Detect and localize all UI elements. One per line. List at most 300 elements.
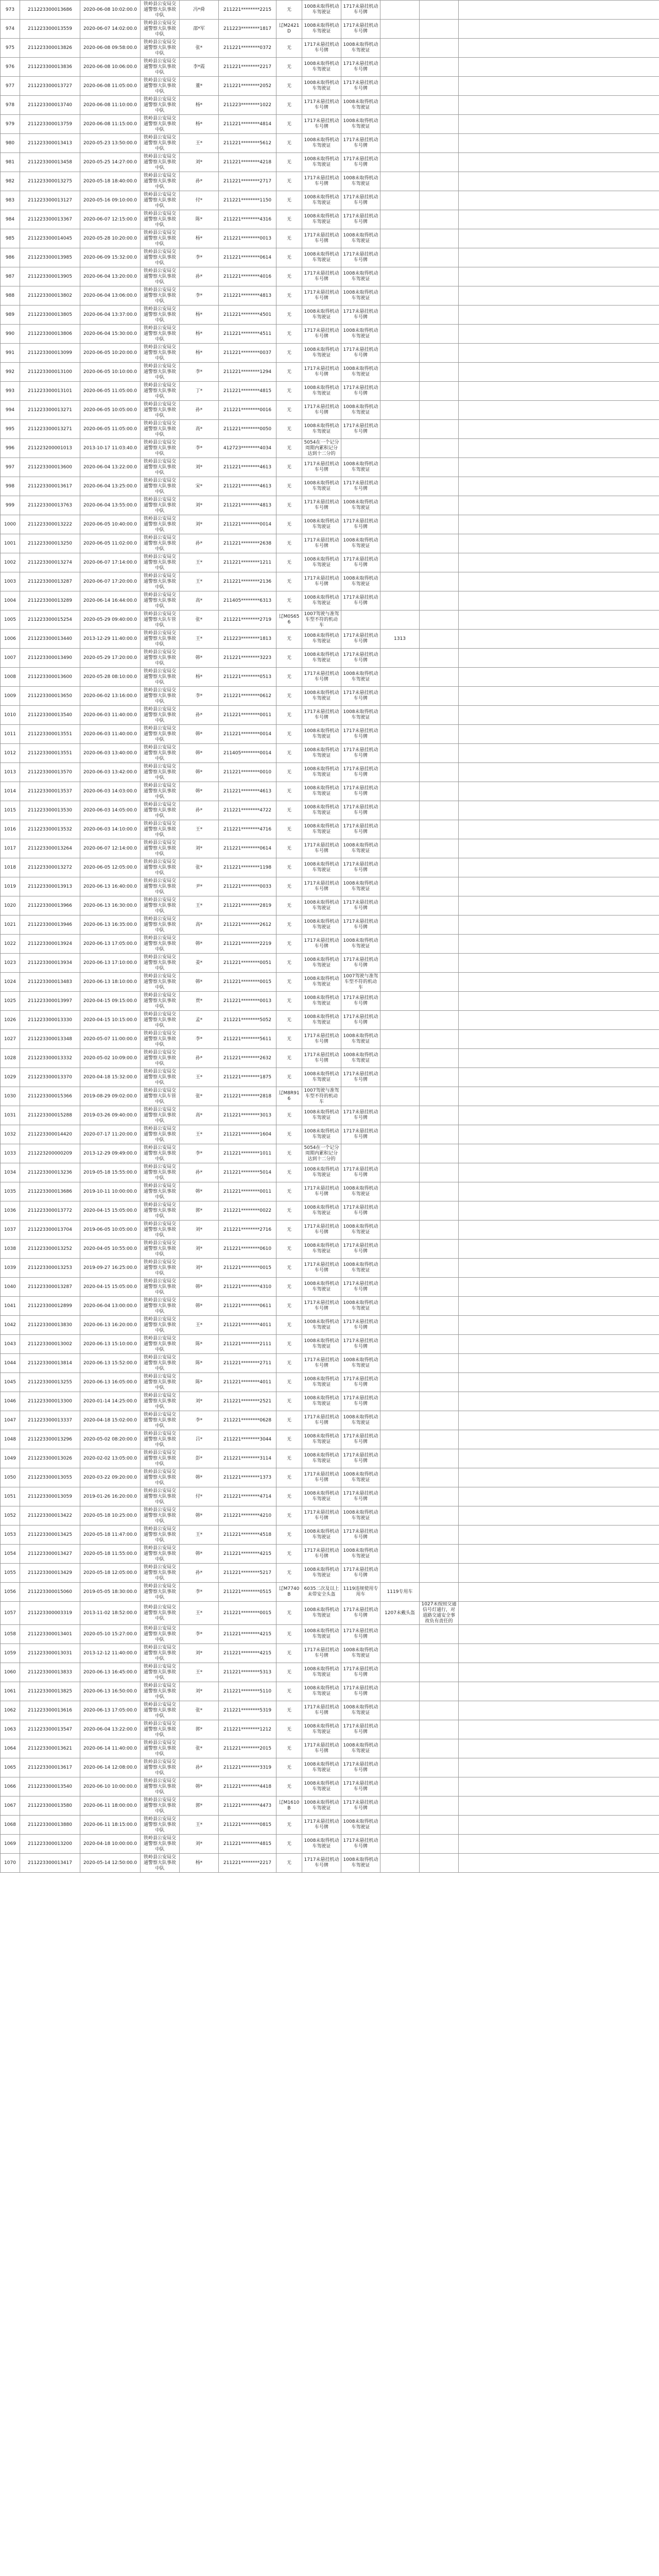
name-cell: 陈*: [180, 1335, 219, 1354]
violation-3-cell: [380, 591, 420, 611]
violation-4-cell: [420, 58, 459, 77]
agency-cell: 铁岭县公安局交通警察大队事故中队: [141, 153, 180, 172]
violation-4-cell: [420, 744, 459, 763]
blank-cell: [459, 1854, 659, 1873]
table-row: [1, 458, 659, 477]
blank-cell: [459, 439, 659, 458]
plate-cell: 无: [276, 1602, 302, 1625]
blank-cell: [459, 20, 659, 39]
agency-cell: 铁岭县公安局交通警察大队事故中队: [141, 839, 180, 858]
violation-2-cell: 1717未悬挂机动车号牌: [341, 1682, 380, 1701]
name-cell: 贾*: [180, 992, 219, 1011]
agency-cell: 铁岭县公安局交通警察大队事故中队: [141, 477, 180, 496]
name-cell: 刘*: [180, 1835, 219, 1854]
name-cell: 丁*: [180, 382, 219, 401]
table-row: [1, 58, 659, 77]
violation-2-cell: [341, 611, 380, 630]
id-number-cell: 211221********2632: [219, 1049, 276, 1068]
blank-cell: [459, 916, 659, 935]
datetime-cell: 2020-06-13 17:05:00.0: [80, 935, 141, 954]
case-number-cell: 211223300013236: [20, 1163, 80, 1182]
datetime-cell: 2020-06-13 16:50:00.0: [80, 1682, 141, 1701]
id-number-cell: 211221********1875: [219, 1068, 276, 1087]
id-number-cell: 211405********6313: [219, 591, 276, 611]
id-number-cell: 211221********2716: [219, 1221, 276, 1240]
agency-cell: 铁岭县公安局交通警察大队事故中队: [141, 1068, 180, 1087]
table-row: [1, 591, 659, 611]
id-number-cell: 211221********4215: [219, 1644, 276, 1663]
name-cell: 董*: [180, 77, 219, 96]
plate-cell: 无: [276, 77, 302, 96]
violation-3-cell: [380, 992, 420, 1011]
table-row: [1, 1201, 659, 1221]
id-number-cell: 211221********4722: [219, 801, 276, 820]
row-number-cell: 1005: [1, 611, 20, 630]
plate-cell: 无: [276, 1564, 302, 1583]
id-number-cell: 211221********4210: [219, 1506, 276, 1526]
row-number-cell: 1043: [1, 1335, 20, 1354]
case-number-cell: 211223300013537: [20, 782, 80, 801]
violation-4-cell: [420, 1144, 459, 1163]
name-cell: 郭*: [180, 1797, 219, 1816]
table-row: [1, 401, 659, 420]
table-body: [1, 1, 659, 1873]
blank-cell: [459, 534, 659, 553]
violation-1-cell: 1717未悬挂机动车号牌: [302, 1739, 341, 1758]
agency-cell: 铁岭县公安局交通警察大队事故中队: [141, 1545, 180, 1564]
id-number-cell: 211221********4011: [219, 1316, 276, 1335]
violation-4-cell: [420, 1201, 459, 1221]
violation-2-cell: 1008未取得机动车驾驶证: [341, 1030, 380, 1049]
plate-cell: 无: [276, 1835, 302, 1854]
table-row: [1, 153, 659, 172]
id-number-cell: 211221********0015: [219, 1259, 276, 1278]
table-row: [1, 1144, 659, 1163]
row-number-cell: 1067: [1, 1797, 20, 1816]
violation-2-cell: 1717未悬挂机动车号牌: [341, 801, 380, 820]
blank-cell: [459, 630, 659, 649]
name-cell: 王*: [180, 553, 219, 572]
blank-cell: [459, 877, 659, 896]
id-number-cell: 211221********0050: [219, 420, 276, 439]
agency-cell: 铁岭县公安局交通警察大队事故中队: [141, 877, 180, 896]
id-number-cell: 211221********3044: [219, 1430, 276, 1449]
table-row: [1, 115, 659, 134]
violation-4-cell: [420, 1011, 459, 1030]
row-number-cell: 1015: [1, 801, 20, 820]
blank-cell: [459, 706, 659, 725]
case-number-cell: 211223300013540: [20, 706, 80, 725]
violation-3-cell: [380, 744, 420, 763]
name-cell: 刘*: [180, 1221, 219, 1240]
violation-1-cell: 1008未取得机动车驾驶证: [302, 782, 341, 801]
violation-4-cell: [420, 153, 459, 172]
table-row: [1, 325, 659, 344]
violation-1-cell: 1717未悬挂机动车号牌: [302, 1411, 341, 1430]
violation-1-cell: 6035二次及以上未带安全头盔: [302, 1583, 341, 1602]
violation-1-cell: 1008未取得机动车驾驶证: [302, 20, 341, 39]
blank-cell: [459, 1835, 659, 1854]
row-number-cell: 1037: [1, 1221, 20, 1240]
row-number-cell: 975: [1, 39, 20, 58]
violation-2-cell: 1008未取得机动车驾驶证: [341, 115, 380, 134]
name-cell: 王*: [180, 1663, 219, 1682]
violation-1-cell: 1008未取得机动车驾驶证: [302, 1720, 341, 1739]
violation-3-cell: [380, 1701, 420, 1720]
datetime-cell: 2020-06-04 13:22:00.0: [80, 1720, 141, 1739]
blank-cell: [459, 839, 659, 858]
name-cell: 张*: [180, 1701, 219, 1720]
agency-cell: 铁岭县公安局交通警察大队事故中队: [141, 1564, 180, 1583]
table-row: [1, 1739, 659, 1758]
agency-cell: 铁岭县公安局交通警察大队事故中队: [141, 1720, 180, 1739]
agency-cell: 铁岭县公安局交通警察大队事故中队: [141, 1354, 180, 1373]
plate-cell: 无: [276, 858, 302, 877]
table-row: [1, 668, 659, 687]
agency-cell: 铁岭县公安局交通警察大队事故中队: [141, 286, 180, 306]
table-row: [1, 1701, 659, 1720]
violation-1-cell: 1717未悬挂机动车号牌: [302, 1297, 341, 1316]
plate-cell: 无: [276, 572, 302, 591]
name-cell: 王*: [180, 820, 219, 839]
plate-cell: 无: [276, 534, 302, 553]
violation-1-cell: 1717未悬挂机动车号牌: [302, 1468, 341, 1487]
case-number-cell: 211223300013274: [20, 553, 80, 572]
table-row: [1, 1430, 659, 1449]
case-number-cell: 211223300013600: [20, 458, 80, 477]
table-row: [1, 687, 659, 706]
plate-cell: 无: [276, 1011, 302, 1030]
violation-1-cell: 1717未悬挂机动车号牌: [302, 668, 341, 687]
case-number-cell: 211223300013814: [20, 1354, 80, 1373]
agency-cell: 铁岭县公安局交通警察大队事故中队: [141, 782, 180, 801]
case-number-cell: 211223300013271: [20, 401, 80, 420]
name-cell: 李*: [180, 363, 219, 382]
violation-1-cell: 1717未悬挂机动车号牌: [302, 363, 341, 382]
datetime-cell: 2020-06-13 16:05:00.0: [80, 1373, 141, 1392]
name-cell: 韩*: [180, 744, 219, 763]
blank-cell: [459, 954, 659, 973]
violation-1-cell: 1008未取得机动车驾驶证: [302, 992, 341, 1011]
table-row: [1, 1777, 659, 1797]
name-cell: 孙*: [180, 172, 219, 191]
violation-4-cell: [420, 1739, 459, 1758]
case-number-cell: 211223300013600: [20, 668, 80, 687]
violation-2-cell: 1008未取得机动车驾驶证: [341, 534, 380, 553]
id-number-cell: 211221********4501: [219, 306, 276, 325]
plate-cell: 无: [276, 382, 302, 401]
violation-1-cell: 1717未悬挂机动车号牌: [302, 1545, 341, 1564]
plate-cell: 无: [276, 801, 302, 820]
violation-3-cell: [380, 706, 420, 725]
case-number-cell: 211223300003319: [20, 1602, 80, 1625]
datetime-cell: 2020-05-18 10:25:00.0: [80, 1506, 141, 1526]
violation-2-cell: 1008未取得机动车驾驶证: [341, 839, 380, 858]
table-row: [1, 877, 659, 896]
blank-cell: [459, 782, 659, 801]
datetime-cell: 2020-06-14 16:44:00.0: [80, 591, 141, 611]
table-row: [1, 1087, 659, 1106]
datetime-cell: 2020-05-29 09:40:00.0: [80, 611, 141, 630]
case-number-cell: 211223300013825: [20, 1682, 80, 1701]
case-number-cell: 211223300013547: [20, 1720, 80, 1739]
violation-4-cell: [420, 896, 459, 916]
table-row: [1, 1221, 659, 1240]
plate-cell: 辽M1610B: [276, 1797, 302, 1816]
row-number-cell: 1044: [1, 1354, 20, 1373]
row-number-cell: 999: [1, 496, 20, 515]
row-number-cell: 1031: [1, 1106, 20, 1125]
datetime-cell: 2020-05-28 08:10:00.0: [80, 668, 141, 687]
violation-4-cell: [420, 477, 459, 496]
datetime-cell: 2020-06-13 16:45:00.0: [80, 1663, 141, 1682]
violation-2-cell: 1717未悬挂机动车号牌: [341, 1106, 380, 1125]
violation-1-cell: 1008未取得机动车驾驶证: [302, 591, 341, 611]
blank-cell: [459, 191, 659, 210]
blank-cell: [459, 1506, 659, 1526]
name-cell: 王*: [180, 572, 219, 591]
id-number-cell: 211221********4418: [219, 1777, 276, 1797]
violation-2-cell: 1717未悬挂机动车号牌: [341, 1201, 380, 1221]
id-number-cell: 211223********1813: [219, 630, 276, 649]
violation-3-cell: [380, 954, 420, 973]
violation-3-cell: [380, 725, 420, 744]
table-row: [1, 706, 659, 725]
violation-2-cell: 1008未取得机动车驾驶证: [341, 1049, 380, 1068]
row-number-cell: 1002: [1, 553, 20, 572]
id-number-cell: 211221********2217: [219, 1854, 276, 1873]
blank-cell: [459, 420, 659, 439]
row-number-cell: 1066: [1, 1777, 20, 1797]
datetime-cell: 2020-04-18 15:32:00.0: [80, 1068, 141, 1087]
violation-1-cell: 1008未取得机动车驾驶证: [302, 687, 341, 706]
case-number-cell: 211223300013559: [20, 20, 80, 39]
row-number-cell: 998: [1, 477, 20, 496]
table-row: [1, 1506, 659, 1526]
name-cell: 张*: [180, 858, 219, 877]
violation-2-cell: 1717未悬挂机动车号牌: [341, 1373, 380, 1392]
row-number-cell: 1038: [1, 1240, 20, 1259]
plate-cell: 无: [276, 1449, 302, 1468]
row-number-cell: 1062: [1, 1701, 20, 1720]
violation-3-cell: [380, 1564, 420, 1583]
violation-2-cell: 1717未悬挂机动车号牌: [341, 1278, 380, 1297]
agency-cell: 铁岭县公安局交通警察大队事故中队: [141, 572, 180, 591]
row-number-cell: 1039: [1, 1259, 20, 1278]
case-number-cell: 211223300013616: [20, 1701, 80, 1720]
name-cell: 张*: [180, 39, 219, 58]
violation-2-cell: 1008未取得机动车驾驶证: [341, 325, 380, 344]
violation-1-cell: 1717未悬挂机动车号牌: [302, 1354, 341, 1373]
datetime-cell: 2020-06-04 13:37:00.0: [80, 306, 141, 325]
violation-1-cell: 1717未悬挂机动车号牌: [302, 496, 341, 515]
datetime-cell: 2020-06-13 15:52:00.0: [80, 1354, 141, 1373]
case-number-cell: 211223300013686: [20, 1182, 80, 1201]
row-number-cell: 1006: [1, 630, 20, 649]
violation-4-cell: [420, 286, 459, 306]
datetime-cell: 2020-05-02 10:09:00.0: [80, 1049, 141, 1068]
violation-1-cell: 1717未悬挂机动车号牌: [302, 839, 341, 858]
agency-cell: 铁岭县公安局交通警察大队事故中队: [141, 1758, 180, 1777]
name-cell: 杨*: [180, 1854, 219, 1873]
agency-cell: 铁岭县公安局交通警察大队车管中队: [141, 611, 180, 630]
violation-3-cell: [380, 1, 420, 20]
violation-3-cell: [380, 1163, 420, 1182]
violation-1-cell: 1008未取得机动车驾驶证: [302, 306, 341, 325]
plate-cell: 无: [276, 1526, 302, 1545]
table-row: [1, 248, 659, 267]
datetime-cell: 2020-04-15 15:05:00.0: [80, 1278, 141, 1297]
agency-cell: 铁岭县公安局交通警察大队车管中队: [141, 1087, 180, 1106]
id-number-cell: 211221********2612: [219, 916, 276, 935]
violation-4-cell: [420, 420, 459, 439]
case-number-cell: 211223300013287: [20, 572, 80, 591]
datetime-cell: 2019-05-18 15:55:00.0: [80, 1163, 141, 1182]
name-cell: 李*: [180, 1411, 219, 1430]
datetime-cell: 2019-03-26 09:40:00.0: [80, 1106, 141, 1125]
row-number-cell: 1048: [1, 1430, 20, 1449]
violation-4-cell: [420, 1163, 459, 1182]
violation-3-cell: [380, 1430, 420, 1449]
table-row: [1, 935, 659, 954]
plate-cell: 无: [276, 1468, 302, 1487]
case-number-cell: 211223300013826: [20, 39, 80, 58]
name-cell: 王*: [180, 1316, 219, 1335]
violation-4-cell: [420, 1583, 459, 1602]
datetime-cell: 2020-06-05 10:10:00.0: [80, 363, 141, 382]
row-number-cell: 1065: [1, 1758, 20, 1777]
blank-cell: [459, 134, 659, 153]
agency-cell: 铁岭县公安局交通警察大队事故中队: [141, 1221, 180, 1240]
violation-4-cell: [420, 458, 459, 477]
violation-4-cell: [420, 992, 459, 1011]
name-cell: 刘*: [180, 1682, 219, 1701]
blank-cell: [459, 1240, 659, 1259]
table-row: [1, 477, 659, 496]
plate-cell: 无: [276, 877, 302, 896]
id-number-cell: 211405********0014: [219, 744, 276, 763]
blank-cell: [459, 77, 659, 96]
case-number-cell: 211223300013833: [20, 1663, 80, 1682]
case-number-cell: 211223300013296: [20, 1430, 80, 1449]
table-row: [1, 191, 659, 210]
blank-cell: [459, 210, 659, 229]
id-number-cell: 211221********4310: [219, 1278, 276, 1297]
datetime-cell: 2020-06-07 17:14:00.0: [80, 553, 141, 572]
case-number-cell: 211223300015288: [20, 1106, 80, 1125]
violation-4-cell: [420, 1411, 459, 1430]
plate-cell: 无: [276, 687, 302, 706]
blank-cell: [459, 1720, 659, 1739]
datetime-cell: 2013-10-17 11:03:40.0: [80, 439, 141, 458]
plate-cell: 无: [276, 1354, 302, 1373]
violation-4-cell: [420, 344, 459, 363]
agency-cell: 铁岭县公安局交通警察大队事故中队: [141, 515, 180, 534]
datetime-cell: 2020-06-03 11:40:00.0: [80, 725, 141, 744]
case-number-cell: 211223300013946: [20, 916, 80, 935]
violation-3-cell: [380, 191, 420, 210]
blank-cell: [459, 572, 659, 591]
row-number-cell: 986: [1, 248, 20, 267]
violation-2-cell: 1717未悬挂机动车号牌: [341, 916, 380, 935]
id-number-cell: 211221********4813: [219, 496, 276, 515]
id-number-cell: 211221********0515: [219, 1583, 276, 1602]
datetime-cell: 2020-06-05 10:20:00.0: [80, 344, 141, 363]
row-number-cell: 1024: [1, 973, 20, 992]
violation-3-cell: [380, 649, 420, 668]
table-row: [1, 839, 659, 858]
datetime-cell: 2020-07-17 11:20:00.0: [80, 1125, 141, 1144]
blank-cell: [459, 1797, 659, 1816]
name-cell: 孙*: [180, 401, 219, 420]
case-number-cell: 211223300013490: [20, 649, 80, 668]
violation-2-cell: 1717未悬挂机动车号牌: [341, 1625, 380, 1644]
table-row: [1, 954, 659, 973]
agency-cell: 铁岭县公安局交通警察大队事故中队: [141, 1240, 180, 1259]
blank-cell: [459, 1739, 659, 1758]
plate-cell: 无: [276, 1644, 302, 1663]
id-number-cell: 211221********0015: [219, 1602, 276, 1625]
violation-2-cell: 1717未悬挂机动车号牌: [341, 1068, 380, 1087]
violation-2-cell: 1717未悬挂机动车号牌: [341, 553, 380, 572]
blank-cell: [459, 382, 659, 401]
agency-cell: 铁岭县公安局交通警察大队事故中队: [141, 649, 180, 668]
violation-3-cell: [380, 553, 420, 572]
row-number-cell: 1049: [1, 1449, 20, 1468]
id-number-cell: 211221********0051: [219, 954, 276, 973]
case-number-cell: 211223300013401: [20, 1625, 80, 1644]
table-row: [1, 1392, 659, 1411]
case-number-cell: 211223300013532: [20, 820, 80, 839]
violation-1-cell: 1717未悬挂机动车号牌: [302, 935, 341, 954]
name-cell: 刘*: [180, 153, 219, 172]
violation-1-cell: 1717未悬挂机动车号牌: [302, 401, 341, 420]
row-number-cell: 1042: [1, 1316, 20, 1335]
table-row: [1, 1182, 659, 1201]
table-row: [1, 134, 659, 153]
violation-4-cell: [420, 1373, 459, 1392]
datetime-cell: 2020-05-28 10:20:00.0: [80, 229, 141, 248]
violation-2-cell: 1717未悬挂机动车号牌: [341, 1, 380, 20]
violation-4-cell: [420, 1682, 459, 1701]
violation-3-cell: [380, 1068, 420, 1087]
agency-cell: 铁岭县公安局交通警察大队事故中队: [141, 1506, 180, 1526]
datetime-cell: 2020-05-18 11:55:00.0: [80, 1545, 141, 1564]
datetime-cell: 2013-12-29 09:49:00.0: [80, 1144, 141, 1163]
blank-cell: [459, 153, 659, 172]
violation-3-cell: [380, 286, 420, 306]
datetime-cell: 2020-05-23 13:50:00.0: [80, 134, 141, 153]
blank-cell: [459, 1354, 659, 1373]
violation-2-cell: 1717未悬挂机动车号牌: [341, 858, 380, 877]
violation-1-cell: 1008未取得机动车驾驶证: [302, 954, 341, 973]
violation-3-cell: [380, 1777, 420, 1797]
violation-2-cell: 1717未悬挂机动车号牌: [341, 782, 380, 801]
violation-3-cell: [380, 1545, 420, 1564]
violation-2-cell: 1008未取得机动车驾驶证: [341, 1259, 380, 1278]
row-number-cell: 991: [1, 344, 20, 363]
row-number-cell: 979: [1, 115, 20, 134]
datetime-cell: 2019-08-29 09:02:00.0: [80, 1087, 141, 1106]
plate-cell: 无: [276, 820, 302, 839]
violation-4-cell: [420, 1526, 459, 1545]
plate-cell: 无: [276, 1221, 302, 1240]
name-cell: 杨*: [180, 325, 219, 344]
blank-cell: [459, 363, 659, 382]
violation-3-cell: [380, 687, 420, 706]
plate-cell: 无: [276, 1182, 302, 1201]
violation-3-cell: [380, 477, 420, 496]
